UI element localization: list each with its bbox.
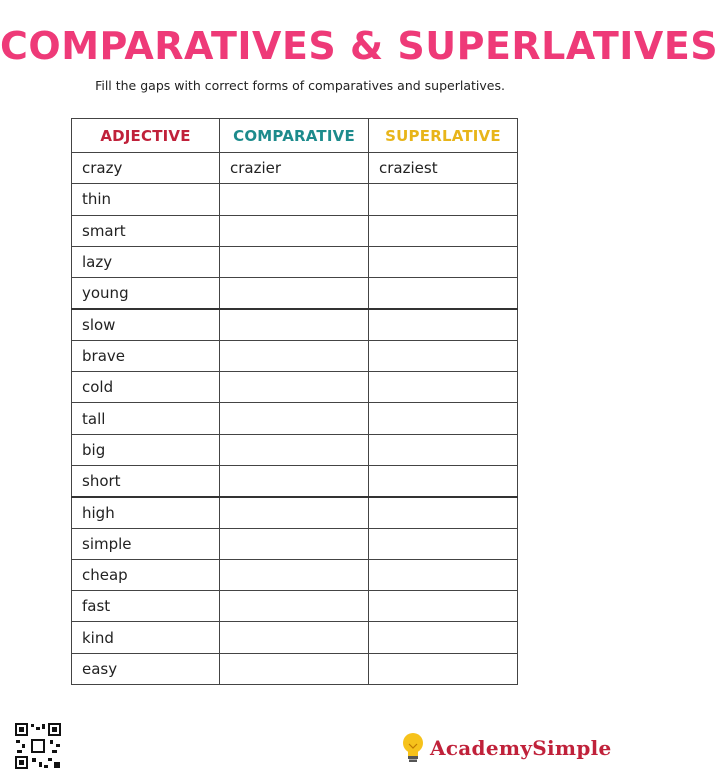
adjective-cell: kind bbox=[72, 622, 220, 653]
adjective-cell: cold bbox=[72, 372, 220, 403]
adjective-cell: lazy bbox=[72, 246, 220, 277]
adjective-cell: brave bbox=[72, 340, 220, 371]
page-title: COMPARATIVES & SUPERLATIVES bbox=[0, 24, 718, 68]
header-adjective: ADJECTIVE bbox=[72, 119, 220, 153]
adjective-cell: big bbox=[72, 434, 220, 465]
comparative-answer-cell[interactable] bbox=[220, 372, 369, 403]
superlative-answer-cell[interactable] bbox=[369, 309, 518, 340]
table-row bbox=[72, 309, 518, 340]
comparative-answer-cell[interactable]: crazier bbox=[220, 153, 369, 184]
table-row bbox=[72, 497, 518, 528]
superlative-answer-cell[interactable] bbox=[369, 372, 518, 403]
superlative-answer-cell[interactable] bbox=[369, 591, 518, 622]
superlative-answer-cell[interactable] bbox=[369, 434, 518, 465]
superlative-answer-cell[interactable] bbox=[369, 278, 518, 309]
table-header-row bbox=[72, 119, 518, 153]
comparative-answer-cell[interactable] bbox=[220, 184, 369, 215]
comparative-answer-cell[interactable] bbox=[220, 403, 369, 434]
comparative-answer-cell[interactable] bbox=[220, 465, 369, 496]
superlative-answer-cell[interactable]: craziest bbox=[369, 153, 518, 184]
adjective-cell: young bbox=[72, 278, 220, 309]
comparative-answer-cell[interactable] bbox=[220, 622, 369, 653]
adjective-cell: smart bbox=[72, 215, 220, 246]
header-superlative: SUPERLATIVE bbox=[369, 119, 518, 153]
worksheet-table bbox=[71, 118, 518, 685]
comparative-answer-cell[interactable] bbox=[220, 340, 369, 371]
comparative-answer-cell[interactable] bbox=[220, 591, 369, 622]
superlative-answer-cell[interactable] bbox=[369, 246, 518, 277]
adjective-cell: simple bbox=[72, 528, 220, 559]
table-row bbox=[72, 653, 518, 684]
qr-code-icon bbox=[14, 722, 62, 770]
adjective-cell: high bbox=[72, 497, 220, 528]
table-row bbox=[72, 591, 518, 622]
adjective-cell: short bbox=[72, 465, 220, 496]
table-row bbox=[72, 559, 518, 590]
adjective-cell: fast bbox=[72, 591, 220, 622]
superlative-answer-cell[interactable] bbox=[369, 184, 518, 215]
instructions: Fill the gaps with correct forms of comparatives and superlatives. bbox=[95, 78, 505, 93]
table-row bbox=[72, 153, 518, 184]
table-row bbox=[72, 465, 518, 496]
adjective-cell: easy bbox=[72, 653, 220, 684]
comparative-answer-cell[interactable] bbox=[220, 497, 369, 528]
superlative-answer-cell[interactable] bbox=[369, 403, 518, 434]
superlative-answer-cell[interactable] bbox=[369, 622, 518, 653]
brand-logo bbox=[400, 730, 612, 766]
header-comparative: COMPARATIVE bbox=[220, 119, 369, 153]
adjective-cell: tall bbox=[72, 403, 220, 434]
adjective-cell: thin bbox=[72, 184, 220, 215]
superlative-answer-cell[interactable] bbox=[369, 340, 518, 371]
table-row bbox=[72, 622, 518, 653]
adjective-cell: crazy bbox=[72, 153, 220, 184]
superlative-answer-cell[interactable] bbox=[369, 559, 518, 590]
adjective-cell: cheap bbox=[72, 559, 220, 590]
comparative-answer-cell[interactable] bbox=[220, 434, 369, 465]
superlative-answer-cell[interactable] bbox=[369, 528, 518, 559]
table-row bbox=[72, 528, 518, 559]
comparative-answer-cell[interactable] bbox=[220, 559, 369, 590]
table-row bbox=[72, 246, 518, 277]
table-row bbox=[72, 434, 518, 465]
table-row bbox=[72, 372, 518, 403]
superlative-answer-cell[interactable] bbox=[369, 215, 518, 246]
adjective-cell: slow bbox=[72, 309, 220, 340]
comparative-answer-cell[interactable] bbox=[220, 215, 369, 246]
table-row bbox=[72, 215, 518, 246]
superlative-answer-cell[interactable] bbox=[369, 465, 518, 496]
lightbulb-icon bbox=[400, 731, 426, 765]
table-row bbox=[72, 403, 518, 434]
comparative-answer-cell[interactable] bbox=[220, 309, 369, 340]
comparative-answer-cell[interactable] bbox=[220, 246, 369, 277]
comparative-answer-cell[interactable] bbox=[220, 528, 369, 559]
table-row bbox=[72, 184, 518, 215]
table-row bbox=[72, 278, 518, 309]
comparative-answer-cell[interactable] bbox=[220, 278, 369, 309]
comparative-answer-cell[interactable] bbox=[220, 653, 369, 684]
brand-name: AcademySimple bbox=[430, 736, 612, 760]
superlative-answer-cell[interactable] bbox=[369, 653, 518, 684]
table-row bbox=[72, 340, 518, 371]
superlative-answer-cell[interactable] bbox=[369, 497, 518, 528]
